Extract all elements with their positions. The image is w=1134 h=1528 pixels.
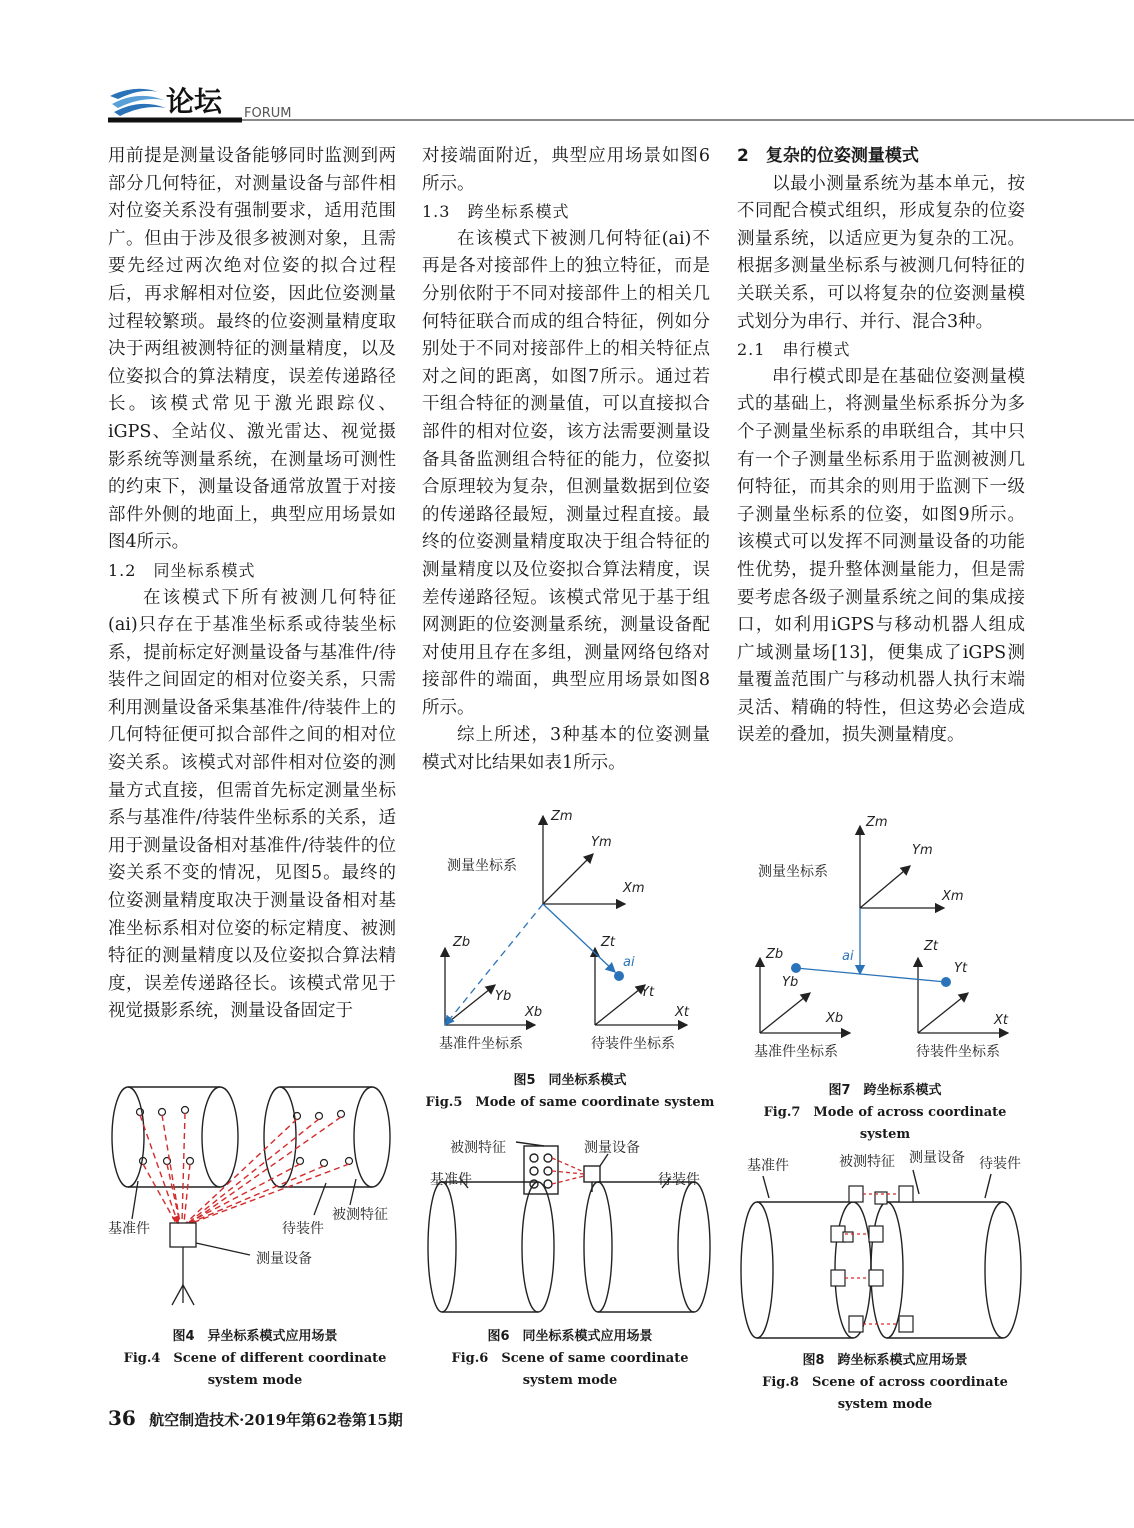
fig4-label-target: 待装件 <box>282 1221 324 1237</box>
fig7-caption-cn: 图7 跨坐标系模式 <box>828 1083 942 1098</box>
fig6-label-device: 测量设备 <box>584 1140 640 1156</box>
journal-info: 航空制造技术·2019年第62卷第15期 <box>149 1411 403 1429</box>
fig6-label-feature: 被测特征 <box>450 1140 506 1156</box>
figure-7-caption <box>740 1080 1030 1146</box>
svg-text:Xt: Xt <box>675 1005 690 1020</box>
text-column-1 <box>108 143 396 1026</box>
fig6-label-base: 基准件 <box>430 1172 472 1188</box>
fig7-label-target: 待装件坐标系 <box>916 1044 1000 1060</box>
section-heading: 2 复杂的位姿测量模式 <box>737 146 919 166</box>
forum-logo-icon <box>110 89 166 116</box>
paragraph: 以最小测量系统为基本单元，按不同配合模式组织，形成复杂的位姿测量系统，以适应更为复杂的工况。根据多测量坐标系与被测几何特征的关联关系，可以将复杂的位姿测量模式划分为串行、并行、混合3种。 <box>737 173 1025 332</box>
page-number: 36 <box>108 1406 136 1430</box>
svg-text:Ym: Ym <box>912 843 933 858</box>
figure-6-caption <box>425 1326 715 1392</box>
svg-text:Yb: Yb <box>495 989 512 1004</box>
svg-text:Xb: Xb <box>826 1011 844 1026</box>
fig7-caption-en: Fig.7 Mode of across coordinate system <box>763 1105 1007 1142</box>
fig8-label-feature: 被测特征 <box>839 1154 895 1170</box>
svg-text:Yb: Yb <box>782 975 799 990</box>
fig4-label-feature: 被测特征 <box>332 1207 388 1223</box>
figure-5 <box>425 800 715 1060</box>
svg-text:ai: ai <box>623 955 635 970</box>
text-column-3 <box>737 143 1025 750</box>
paragraph: 串行模式即是在基础位姿测量模式的基础上，将测量坐标系拆分为多个子测量坐标系的串联组合，其中只有一个子测量坐标系用于监测被测几何特征，而其余的则用于监测下一级子测量坐标系的位姿，如图9所示。该模式可以发挥不同测量设备的功能性优势，提升整体测量能力，但是需要考虑各级子测量系统之间的集成接口，如利用iGPS与移动机器人组成广域测量场[13]，便集成了iGPS测量覆盖范围广与移动机器人执行末端灵活、精确的特性，但这势必会造成误差的叠加，损失测量精度。 <box>737 366 1025 746</box>
fig7-target-point <box>941 977 951 987</box>
figure-5-caption <box>425 1070 715 1114</box>
fig6-device-box <box>584 1166 600 1182</box>
fig5-label-base: 基准件坐标系 <box>439 1036 523 1052</box>
svg-text:Xb: Xb <box>525 1005 543 1020</box>
section-heading: 1.2 同坐标系模式 <box>108 560 256 580</box>
fig8-label-device: 测量设备 <box>909 1150 965 1166</box>
fig8-label-base: 基准件 <box>747 1158 789 1174</box>
svg-text:Yt: Yt <box>954 961 968 976</box>
svg-text:Zt: Zt <box>601 935 616 950</box>
fig4-label-base: 基准件 <box>108 1221 150 1237</box>
measurement-device-box <box>170 1223 196 1247</box>
fig4-caption-en: Fig.4 Scene of different coordinate system mode <box>123 1351 387 1388</box>
section-heading: 1.3 跨坐标系模式 <box>422 202 570 222</box>
svg-text:Zb: Zb <box>453 935 471 950</box>
fig5-feature-point <box>614 971 624 981</box>
paragraph: 在该模式下被测几何特征(ai)不再是各对接部件上的独立特征，而是分别依附于不同对接部件上的相关几何特征联合而成的组合特征，例如分别处于不同对接部件上的相关特征点对之间的距离，如图7所示。通过若干组合特征的测量值，可以直接拟合部件的相对位姿，该方法需要测量设备具备监测组合特征的能力，位姿拟合原理较为复杂，但测量数据到位姿的传递路径最短，测量过程直接。最终的位姿测量精度取决于组合特征的测量精度以及位姿拟合算法精度，误差传递路径短。该模式常见于基于组网测距的位姿测量系统，测量设备配对使用且存在多组，测量网络包络对接部件的端面，典型应用场景如图8所示。 <box>422 228 710 718</box>
svg-text:Xm: Xm <box>942 889 964 904</box>
figure-8 <box>735 1140 1035 1345</box>
page-header <box>0 0 1134 130</box>
section-heading: 2.1 串行模式 <box>737 340 851 360</box>
fig7-base-point <box>791 963 801 973</box>
svg-text:Yt: Yt <box>641 985 655 1000</box>
paragraph: 对接端面附近，典型应用场景如图6所示。 <box>422 146 710 194</box>
fig5-label-target: 待装件坐标系 <box>591 1036 675 1052</box>
section-title: 论坛 <box>166 85 223 118</box>
svg-text:ai: ai <box>842 949 854 964</box>
svg-text:Zm: Zm <box>866 815 888 830</box>
figure-4 <box>100 1075 410 1335</box>
svg-text:Xm: Xm <box>623 881 645 896</box>
fig4-caption-cn: 图4 异坐标系模式应用场景 <box>172 1329 338 1344</box>
fig6-caption-en: Fig.6 Scene of same coordinate system mode <box>451 1351 689 1388</box>
svg-text:Zm: Zm <box>551 809 573 824</box>
svg-text:Zt: Zt <box>924 939 939 954</box>
fig8-caption-cn: 图8 跨坐标系模式应用场景 <box>802 1353 968 1368</box>
figure-6 <box>420 1130 720 1325</box>
svg-text:Xt: Xt <box>994 1013 1009 1028</box>
figure-7 <box>740 808 1030 1068</box>
fig8-caption-en: Fig.8 Scene of across coordinate system mode <box>762 1375 1008 1412</box>
section-title-en: FORUM <box>244 106 292 121</box>
fig4-label-device: 测量设备 <box>256 1251 312 1267</box>
paragraph: 综上所述，3种基本的位姿测量模式对比结果如表1所示。 <box>422 725 710 774</box>
paragraph: 用前提是测量设备能够同时监测到两部分几何特征，对测量设备与部件相对位姿关系没有强制要求，适用范围广。但由于涉及很多被测对象，且需要先经过两次绝对位姿的拟合过程后，再求解相对位姿，因此位姿测量过程较繁琐。最终的位姿测量精度取决于两组被测特征的测量精度，以及位姿拟合的算法精度，误差传递路径长。该模式常见于激光跟踪仪、iGPS、全站仪、激光雷达、视觉摄影系统等测量系统，在测量场可测性的约束下，测量设备通常放置于对接部件外侧的地面上，典型应用场景如图4所示。 <box>108 146 396 553</box>
svg-text:Zb: Zb <box>766 947 784 962</box>
fig5-label-meas: 测量坐标系 <box>447 858 517 874</box>
fig6-feature-panel <box>524 1146 558 1194</box>
text-column-2 <box>422 143 710 778</box>
paragraph: 在该模式下所有被测几何特征(ai)只存在于基准坐标系或待装坐标系，提前标定好测量设备与基准件/待装件之间固定的相对位姿关系，只需利用测量设备采集基准件/待装件上的几何特征便可拟合部件之间的相对位姿关系。该模式对部件相对位姿的测量方式直接，但需首先标定测量坐标系与基准件/待装件坐标系的关系，适用于测量设备相对基准件/待装件的位姿关系不变的情况，见图5。最终的位姿测量精度取决于测量设备相对基准坐标系相对位姿的标定精度、被测特征的测量精度以及位姿拟合算法精度，误差传递路径长。该模式常见于视觉摄影系统，测量设备固定于 <box>108 587 396 1022</box>
page-footer <box>108 1406 403 1430</box>
fig5-caption-en: Fig.5 Mode of same coordinate system <box>425 1095 715 1110</box>
fig7-label-base: 基准件坐标系 <box>754 1044 838 1060</box>
fig7-label-meas: 测量坐标系 <box>758 864 828 880</box>
fig6-label-target: 待装件 <box>658 1172 700 1188</box>
figure-8-caption <box>740 1350 1030 1416</box>
svg-text:Ym: Ym <box>591 835 612 850</box>
fig5-caption-cn: 图5 同坐标系模式 <box>513 1073 627 1088</box>
figure-4-caption <box>100 1326 410 1392</box>
fig8-label-target: 待装件 <box>979 1156 1021 1172</box>
fig6-caption-cn: 图6 同坐标系模式应用场景 <box>487 1329 653 1344</box>
